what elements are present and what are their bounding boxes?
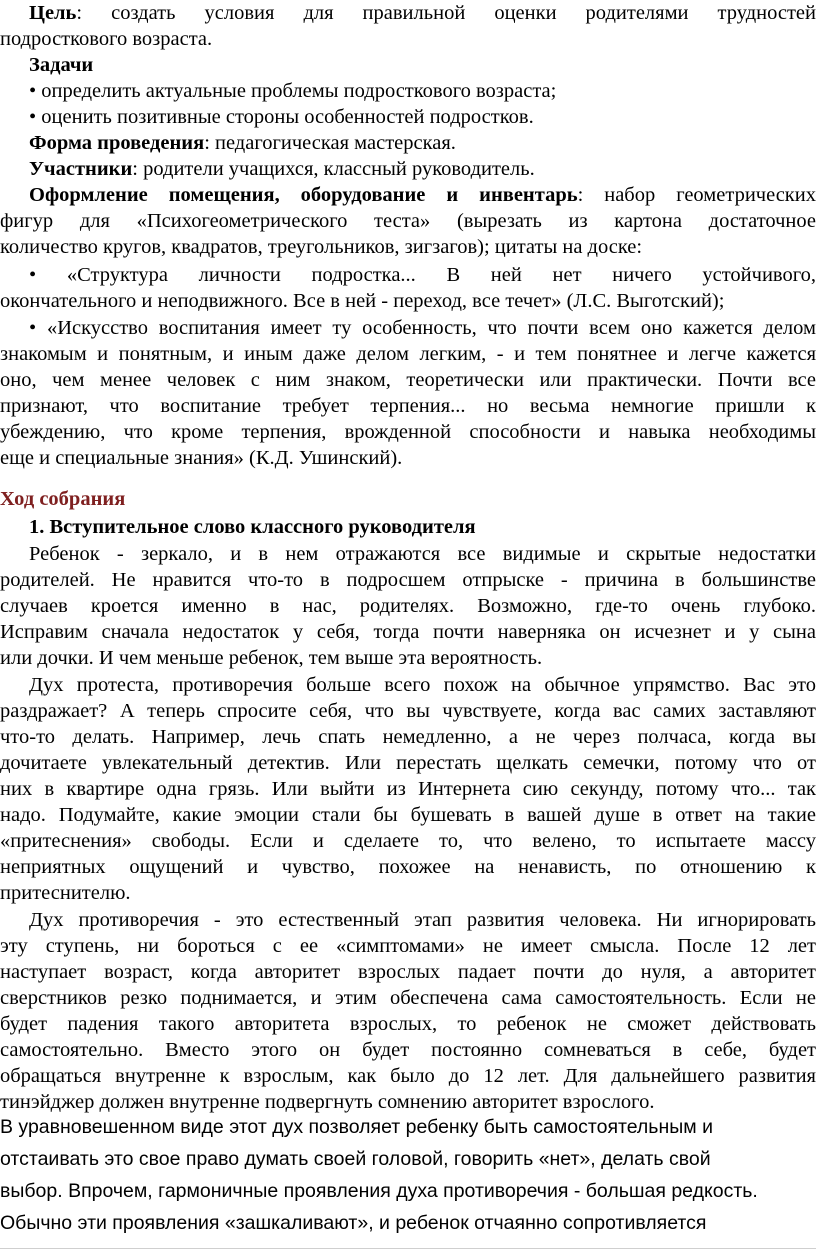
goal-label: Цель — [29, 2, 77, 24]
paragraph-line: Исправим сначала недостаток у себя, тогда почти наверняка он исчезнет и у сына — [0, 621, 816, 643]
form-line: Форма проведения: педагогическая мастерская. — [29, 132, 456, 154]
paragraph-line: дочитаете увлекательный детектив. Или перестать щелкать семечки, потому что от — [0, 752, 816, 774]
paragraph-line: самостоятельно. Вместо этого он будет постоянно сомневаться в себе, будет — [0, 1039, 816, 1061]
paragraph-line-sans: выбор. Впрочем, гармоничные проявления духа противоречия - большая редкость. — [0, 1180, 758, 1202]
form-label: Форма проведения — [29, 132, 205, 154]
paragraph-line: обращаться внутренне к взрослым, как было до 12 лет. Для дальнейшего развития — [0, 1065, 816, 1087]
quote-line: убеждению, что кроме терпения, врожденной способности и навыка необходимы — [0, 421, 816, 443]
quote-line: еще и специальные знания» (К.Д. Ушинский). — [0, 447, 403, 469]
paragraph-line: случаев кроется именно в нас, родителях. Возможно, где-то очень глубоко. — [0, 595, 816, 617]
paragraph-line: Дух протеста, противоречия больше всего похож на обычное упрямство. Вас это — [29, 674, 816, 696]
quote-line: окончательного и неподвижного. Все в ней - переход, все течет» (Л.С. Выготский); — [0, 290, 725, 312]
equipment-line-continued: фигур для «Психогеометрического теста» (вырезать из картона достаточное — [0, 210, 816, 232]
goal-line-continued: подросткового возраста. — [0, 28, 213, 50]
equipment-line: Оформление помещения, оборудование и инвентарь: набор геометрических — [29, 184, 816, 206]
paragraph-line: сверстников резко поднимается, и этим обеспечена сама самостоятельность. Если не — [0, 987, 816, 1009]
paragraph-line: будет падения такого авторитета взрослых, то ребенок не сможет действовать — [0, 1013, 816, 1035]
paragraph-line: Ребенок - зеркало, и в нем отражаются все видимые и скрытые недостатки — [29, 543, 816, 565]
paragraph-line: что-то делать. Например, лечь спать немедленно, а не через полчаса, когда вы — [0, 726, 816, 748]
quote-line: • «Структура личности подростка... В ней нет ничего устойчивого, — [29, 264, 816, 286]
paragraph-line: или дочки. И чем меньше ребенок, тем выше эта вероятность. — [0, 647, 543, 669]
paragraph-line: наступает возраст, когда авторитет взрослых падает почти до нуля, а авторитет — [0, 961, 816, 983]
paragraph-line: тинэйджер должен внутренне подвергнуть сомнению авторитет взрослого. — [0, 1091, 655, 1113]
goal-line: Цель: создать условия для правильной оценки родителями трудностей — [29, 2, 816, 24]
paragraph-line: притеснителю. — [0, 882, 131, 904]
paragraph-line: Дух противоречия - это естественный этап развития человека. Ни игнорировать — [29, 909, 816, 931]
paragraph-line-sans: отстаивать это свое право думать своей головой, говорить «нет», делать свой — [0, 1148, 711, 1170]
page-bottom-divider — [0, 1248, 816, 1249]
task-item: • определить актуальные проблемы подросткового возраста; — [29, 80, 557, 102]
paragraph-line: неприятных ощущений и чувство, похожее на ненависть, по отношению к — [0, 856, 816, 878]
subsection-title: 1. Вступительное слово классного руководителя — [29, 516, 476, 538]
paragraph-line-sans: В уравновешенном виде этот дух позволяет ребенку быть самостоятельным и — [0, 1116, 713, 1138]
quote-line: признают, что воспитание требует терпения... но весьма немногие пришли к — [0, 395, 816, 417]
equipment-label: Оформление помещения, оборудование и инвентарь — [29, 184, 578, 206]
paragraph-line-sans: Обычно эти проявления «зашкаливают», и ребенок отчаянно сопротивляется — [0, 1212, 707, 1234]
paragraph-line: надо. Подумайте, какие эмоции стали бы бушевать в вашей душе в ответ на такие — [0, 804, 816, 826]
paragraph-line: них в квартире одна грязь. Или выйти из Интернета сию секунду, потому что... так — [0, 778, 816, 800]
paragraph-line: «притеснения» свободы. Если и сделаете то, что велено, то испытаете массу — [0, 830, 816, 852]
paragraph-line: раздражает? А теперь спросите себя, что вы чувствуете, когда вас самих заставляют — [0, 700, 816, 722]
equipment-line-continued: количество кругов, квадратов, треугольников, зигзагов); цитаты на доске: — [0, 236, 643, 258]
section-title: Ход собрания — [0, 488, 126, 510]
task-item: • оценить позитивные стороны особенностей подростков. — [29, 106, 534, 128]
participants-label: Участники — [29, 158, 133, 180]
quote-line: • «Искусство воспитания имеет ту особенность, что почти всем оно кажется делом — [29, 317, 816, 339]
participants-line: Участники: родители учащихся, классный руководитель. — [29, 158, 535, 180]
paragraph-line: эту ступень, ни бороться с ее «симптомами» не имеет смысла. После 12 лет — [0, 935, 816, 957]
quote-line: знакомым и понятным, и иным даже делом легким, - и тем понятнее и легче кажется — [0, 343, 816, 365]
quote-line: оно, чем менее человек с ним знаком, теоретически или практически. Почти все — [0, 369, 816, 391]
tasks-heading: Задачи — [29, 54, 94, 76]
paragraph-line: родителей. Не нравится что-то в подросшем отпрыске - причина в большинстве — [0, 569, 816, 591]
